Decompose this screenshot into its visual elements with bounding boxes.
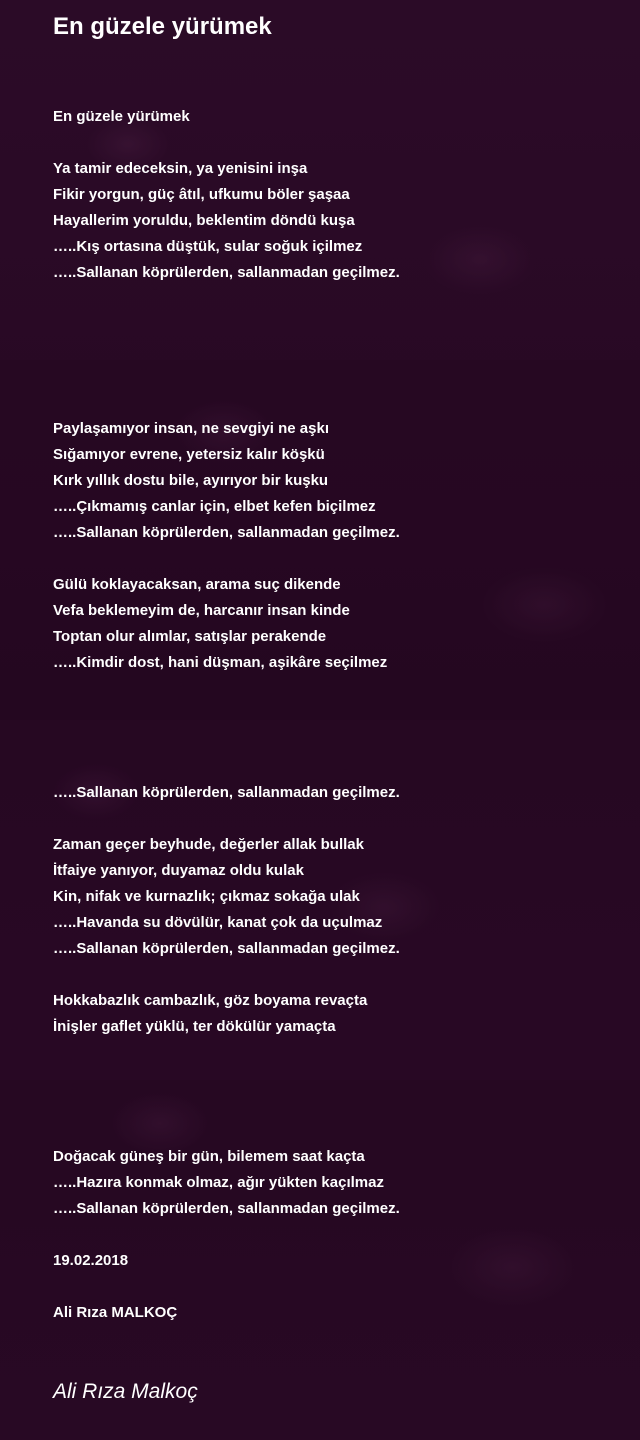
poem-title: En güzele yürümek: [53, 13, 272, 40]
poem-line: Toptan olur alımlar, satışlar perakende: [53, 628, 327, 645]
poem-blank-line: [53, 1040, 613, 1066]
poem-blank-line: [53, 702, 613, 728]
poem-line: En güzele yürümek: [53, 108, 190, 125]
poem-line: Gülü koklayacaksan, arama suç dikende: [53, 576, 341, 593]
poem-line: …..Kimdir dost, hani düşman, aşikâre seçilmez: [53, 654, 388, 671]
poem-blank-line: [53, 1092, 613, 1118]
poem-body: [53, 104, 613, 1326]
poem-line: Kin, nifak ve kurnazlık; çıkmaz sokağa ulak: [53, 888, 360, 905]
poem-line: Sığamıyor evrene, yetersiz kalır köşkü: [53, 446, 325, 463]
poem-line: Hokkabazlık cambazlık, göz boyama revaçta: [53, 992, 368, 1009]
poem-line: Doğacak güneş bir gün, bilemem saat kaçta: [53, 1148, 365, 1165]
poem-line: Zaman geçer beyhude, değerler allak bullak: [53, 836, 364, 853]
poem-line: Hayallerim yoruldu, beklentim döndü kuşa: [53, 212, 355, 229]
poem-blank-line: [53, 130, 613, 156]
poem-line: …..Sallanan köprülerden, sallanmadan geçilmez.: [53, 784, 400, 801]
poem-line: …..Sallanan köprülerden, sallanmadan geçilmez.: [53, 264, 400, 281]
poem-blank-line: [53, 962, 613, 988]
poem-line: Fikir yorgun, güç âtıl, ufkumu böler şaşaa: [53, 186, 350, 203]
poem-line: Ali Rıza MALKOÇ: [53, 1304, 178, 1321]
poem-blank-line: [53, 338, 613, 364]
poem-line: İtfaiye yanıyor, duyamaz oldu kulak: [53, 862, 304, 879]
poem-line: …..Çıkmamış canlar için, elbet kefen biçilmez: [53, 498, 376, 515]
poem-line: …..Kış ortasına düştük, sular soğuk içilmez: [53, 238, 363, 255]
poem-blank-line: [53, 1274, 613, 1300]
poem-line: …..Hazıra konmak olmaz, ağır yükten kaçılmaz: [53, 1174, 384, 1191]
poem-line: …..Havanda su dövülür, kanat çok da uçulmaz: [53, 914, 383, 931]
poem-blank-line: [53, 754, 613, 780]
poem-line: İnişler gaflet yüklü, ter dökülür yamaçta: [53, 1018, 336, 1035]
poem-blank-line: [53, 1066, 613, 1092]
poem-blank-line: [53, 286, 613, 312]
poem-line: …..Sallanan köprülerden, sallanmadan geçilmez.: [53, 524, 400, 541]
poem-blank-line: [53, 364, 613, 390]
poem-blank-line: [53, 1222, 613, 1248]
poem-line: …..Sallanan köprülerden, sallanmadan geçilmez.: [53, 1200, 400, 1217]
poem-blank-line: [53, 312, 613, 338]
poem-blank-line: [53, 676, 613, 702]
poem-blank-line: [53, 1118, 613, 1144]
poem-line: Ya tamir edeceksin, ya yenisini inşa: [53, 160, 308, 177]
poem-blank-line: [53, 806, 613, 832]
poem-blank-line: [53, 728, 613, 754]
poem-line: …..Sallanan köprülerden, sallanmadan geçilmez.: [53, 940, 400, 957]
poem-line: Kırk yıllık dostu bile, ayırıyor bir kuşku: [53, 472, 329, 489]
poem-line: Vefa beklemeyim de, harcanır insan kinde: [53, 602, 350, 619]
poem-blank-line: [53, 390, 613, 416]
author-signature: Ali Rıza Malkoç: [53, 1380, 198, 1403]
poem-line: Paylaşamıyor insan, ne sevgiyi ne aşkı: [53, 420, 329, 437]
poem-line: 19.02.2018: [53, 1252, 129, 1269]
poem-blank-line: [53, 546, 613, 572]
